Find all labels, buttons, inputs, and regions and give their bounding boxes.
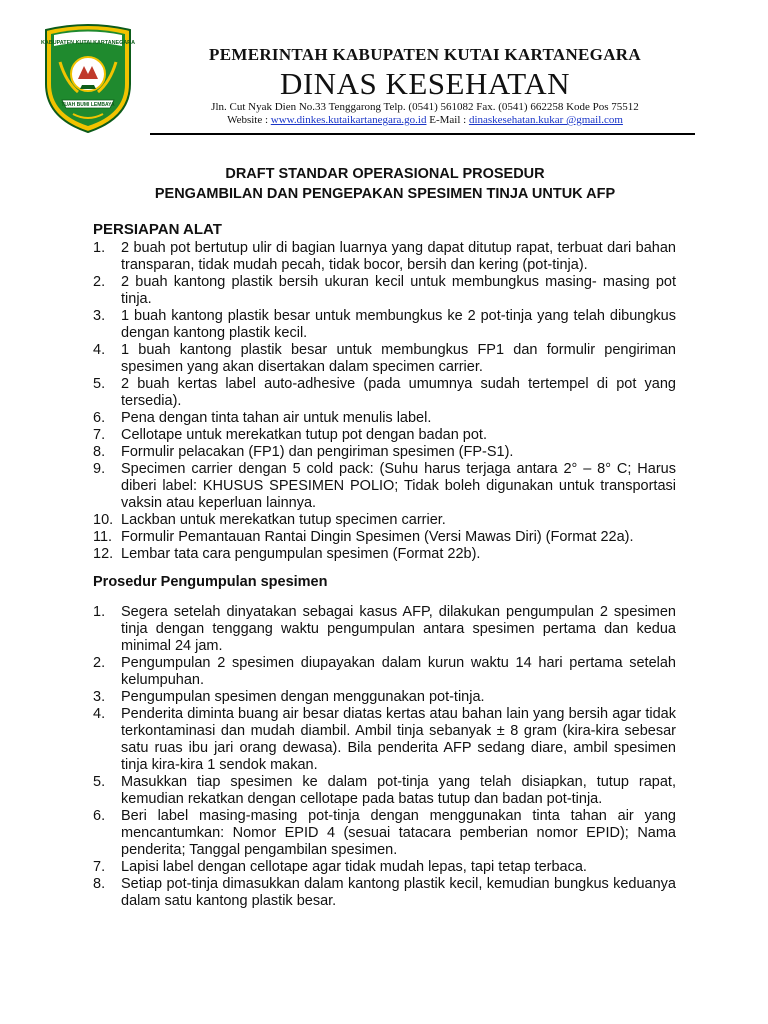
item-number: 3. (93, 689, 106, 705)
item-number: 2. (93, 274, 106, 290)
list-item (93, 876, 676, 910)
list-item (93, 342, 676, 376)
section-heading-persiapan-alat: PERSIAPAN ALAT (93, 221, 222, 238)
item-number: 4. (93, 706, 106, 722)
section-heading-prosedur: Prosedur Pengumpulan spesimen (93, 574, 328, 590)
item-number: 2. (93, 655, 106, 671)
list-item (93, 444, 676, 461)
list-item (93, 774, 676, 808)
item-text: Pena dengan tinta tahan air untuk menulis label. (121, 410, 432, 426)
list-item (93, 689, 676, 706)
website-link[interactable]: www.dinkes.kutaikartanegara.go.id (270, 114, 427, 126)
header-divider (150, 133, 695, 135)
item-text: Lapisi label dengan cellotape agar tidak mudah lepas, tapi tetap terbaca. (121, 859, 587, 875)
list-item (93, 376, 676, 410)
logo-text: KABUPATEN KUTAI KARTANEGARA (41, 40, 135, 46)
item-number: 5. (93, 376, 106, 392)
item-text: Formulir Pemantauan Rantai Dingin Spesimen (Versi Mawas Diri) (Format 22a). (121, 529, 634, 545)
item-text: Cellotape untuk merekatkan tutup pot dengan badan pot. (121, 427, 487, 443)
item-text: Lembar tata cara pengumpulan spesimen (Format 22b). (121, 546, 481, 562)
document-title-line1: DRAFT STANDAR OPERASIONAL PROSEDUR (225, 166, 545, 182)
item-number: 3. (93, 308, 106, 324)
list-item (93, 529, 676, 546)
email-link[interactable]: dinaskesehatan.kukar @gmail.com (468, 114, 623, 126)
list-item (93, 546, 676, 563)
letterhead (0, 0, 768, 140)
item-number: 8. (93, 876, 106, 892)
item-number: 7. (93, 427, 106, 443)
list-item (93, 859, 676, 876)
item-number: 11. (93, 529, 113, 545)
item-number: 4. (93, 342, 106, 358)
item-number: 1. (93, 240, 106, 256)
item-text: Masukkan tiap spesimen ke dalam pot-tinja yang telah disiapkan, tutup rapat, kemudian rekatkan dengan cellotape pada batas tutup dan badan pot-tinja. (121, 774, 676, 807)
item-number: 8. (93, 444, 106, 460)
item-text: Setiap pot-tinja dimasukkan dalam kantong plastik kecil, kemudian bungkus keduanya dalam satu kantong plastik besar. (121, 876, 676, 909)
logo-motto: TUAH BUMI LEMBAYA (61, 102, 115, 108)
item-text: Beri label masing-masing pot-tinja dengan menggunakan tinta tahan air yang mencantumkan: Nomor EPID 4 (sesuai tatacara pemberian nomor EPID); Nama penderita; Tanggal pengambilan spesimen. (121, 808, 676, 858)
department-name: DINAS KESEHATAN (279, 66, 571, 101)
item-number: 6. (93, 410, 106, 426)
list-item (93, 410, 676, 427)
equipment-list (93, 240, 676, 563)
item-text: Pengumpulan 2 spesimen diupayakan dalam kurun waktu 14 hari pertama setelah kelumpuhan. (121, 655, 676, 688)
item-text: 1 buah kantong plastik besar untuk membungkus ke 2 pot-tinja yang telah dibungkus dengan kantong plastik kecil. (121, 308, 676, 341)
list-item (93, 427, 676, 444)
item-text: Penderita diminta buang air besar diatas kertas atau bahan lain yang bersih agar tidak terkontaminasi dan mudah diambil. Ambil tinja sebanyak ± 8 gram (kira-kira sebesar satu ruas ibu jari orang dewasa). Bila penderita AFP sedang diare, ambil spesimen tinja kira-kira 1 sendok makan. (121, 706, 676, 773)
list-item (93, 461, 676, 512)
list-item (93, 308, 676, 342)
item-number: 10. (93, 512, 114, 528)
item-text: 2 buah kantong plastik bersih ukuran kecil untuk membungkus masing- masing pot tinja. (121, 274, 676, 307)
item-text: 2 buah kertas label auto-adhesive (pada umumnya sudah tertempel di pot yang tersedia). (121, 376, 676, 409)
list-item (93, 655, 676, 689)
procedure-list (93, 604, 676, 910)
regency-emblem-logo (38, 22, 138, 134)
government-name: PEMERINTAH KABUPATEN KUTAI KARTANEGARA (209, 45, 641, 64)
item-text: Pengumpulan spesimen dengan menggunakan pot-tinja. (121, 689, 485, 705)
item-number: 5. (93, 774, 106, 790)
item-number: 6. (93, 808, 106, 824)
list-item (93, 808, 676, 859)
item-number: 1. (93, 604, 106, 620)
item-text: Formulir pelacakan (FP1) dan pengiriman spesimen (FP-S1). (121, 444, 514, 460)
item-text: Lackban untuk merekatkan tutup specimen carrier. (121, 512, 446, 528)
list-item (93, 512, 676, 529)
item-text: Specimen carrier dengan 5 cold pack: (Suhu harus terjaga antara 2° – 8° C; Harus diberi label: KHUSUS SPESIMEN POLIO; Tidak boleh digunakan untuk transportasi vaksin atau keperluan lainnya. (121, 461, 676, 511)
item-number: 7. (93, 859, 106, 875)
item-number: 9. (93, 461, 106, 477)
document-title-line2: PENGAMBILAN DAN PENGEPAKAN SPESIMEN TINJA UNTUK AFP (154, 186, 616, 202)
item-text: 2 buah pot bertutup ulir di bagian luarnya yang dapat ditutup rapat, terbuat dari bahan transparan, tidak mudah pecah, tidak bocor, bersih dan kering (pot-tinja). (121, 240, 676, 273)
website-label: Website : (227, 114, 269, 126)
list-item (93, 706, 676, 774)
list-item (93, 604, 676, 655)
list-item (93, 274, 676, 308)
contact-line (150, 114, 700, 126)
list-item (93, 240, 676, 274)
item-text: Segera setelah dinyatakan sebagai kasus AFP, dilakukan pengumpulan 2 spesimen tinja dengan tenggang waktu pengumpulan antara spesimen pertama dan kedua minimal 24 jam. (121, 604, 676, 654)
address-line: Jln. Cut Nyak Dien No.33 Tenggarong Telp. (0541) 561082 Fax. (0541) 662258 Kode Pos 75512 (211, 101, 639, 113)
item-text: 1 buah kantong plastik besar untuk membungkus FP1 dan formulir pengiriman spesimen yang akan disertakan dalam specimen carrier. (121, 342, 676, 375)
item-number: 12. (93, 546, 114, 562)
email-label: E-Mail : (429, 114, 467, 126)
